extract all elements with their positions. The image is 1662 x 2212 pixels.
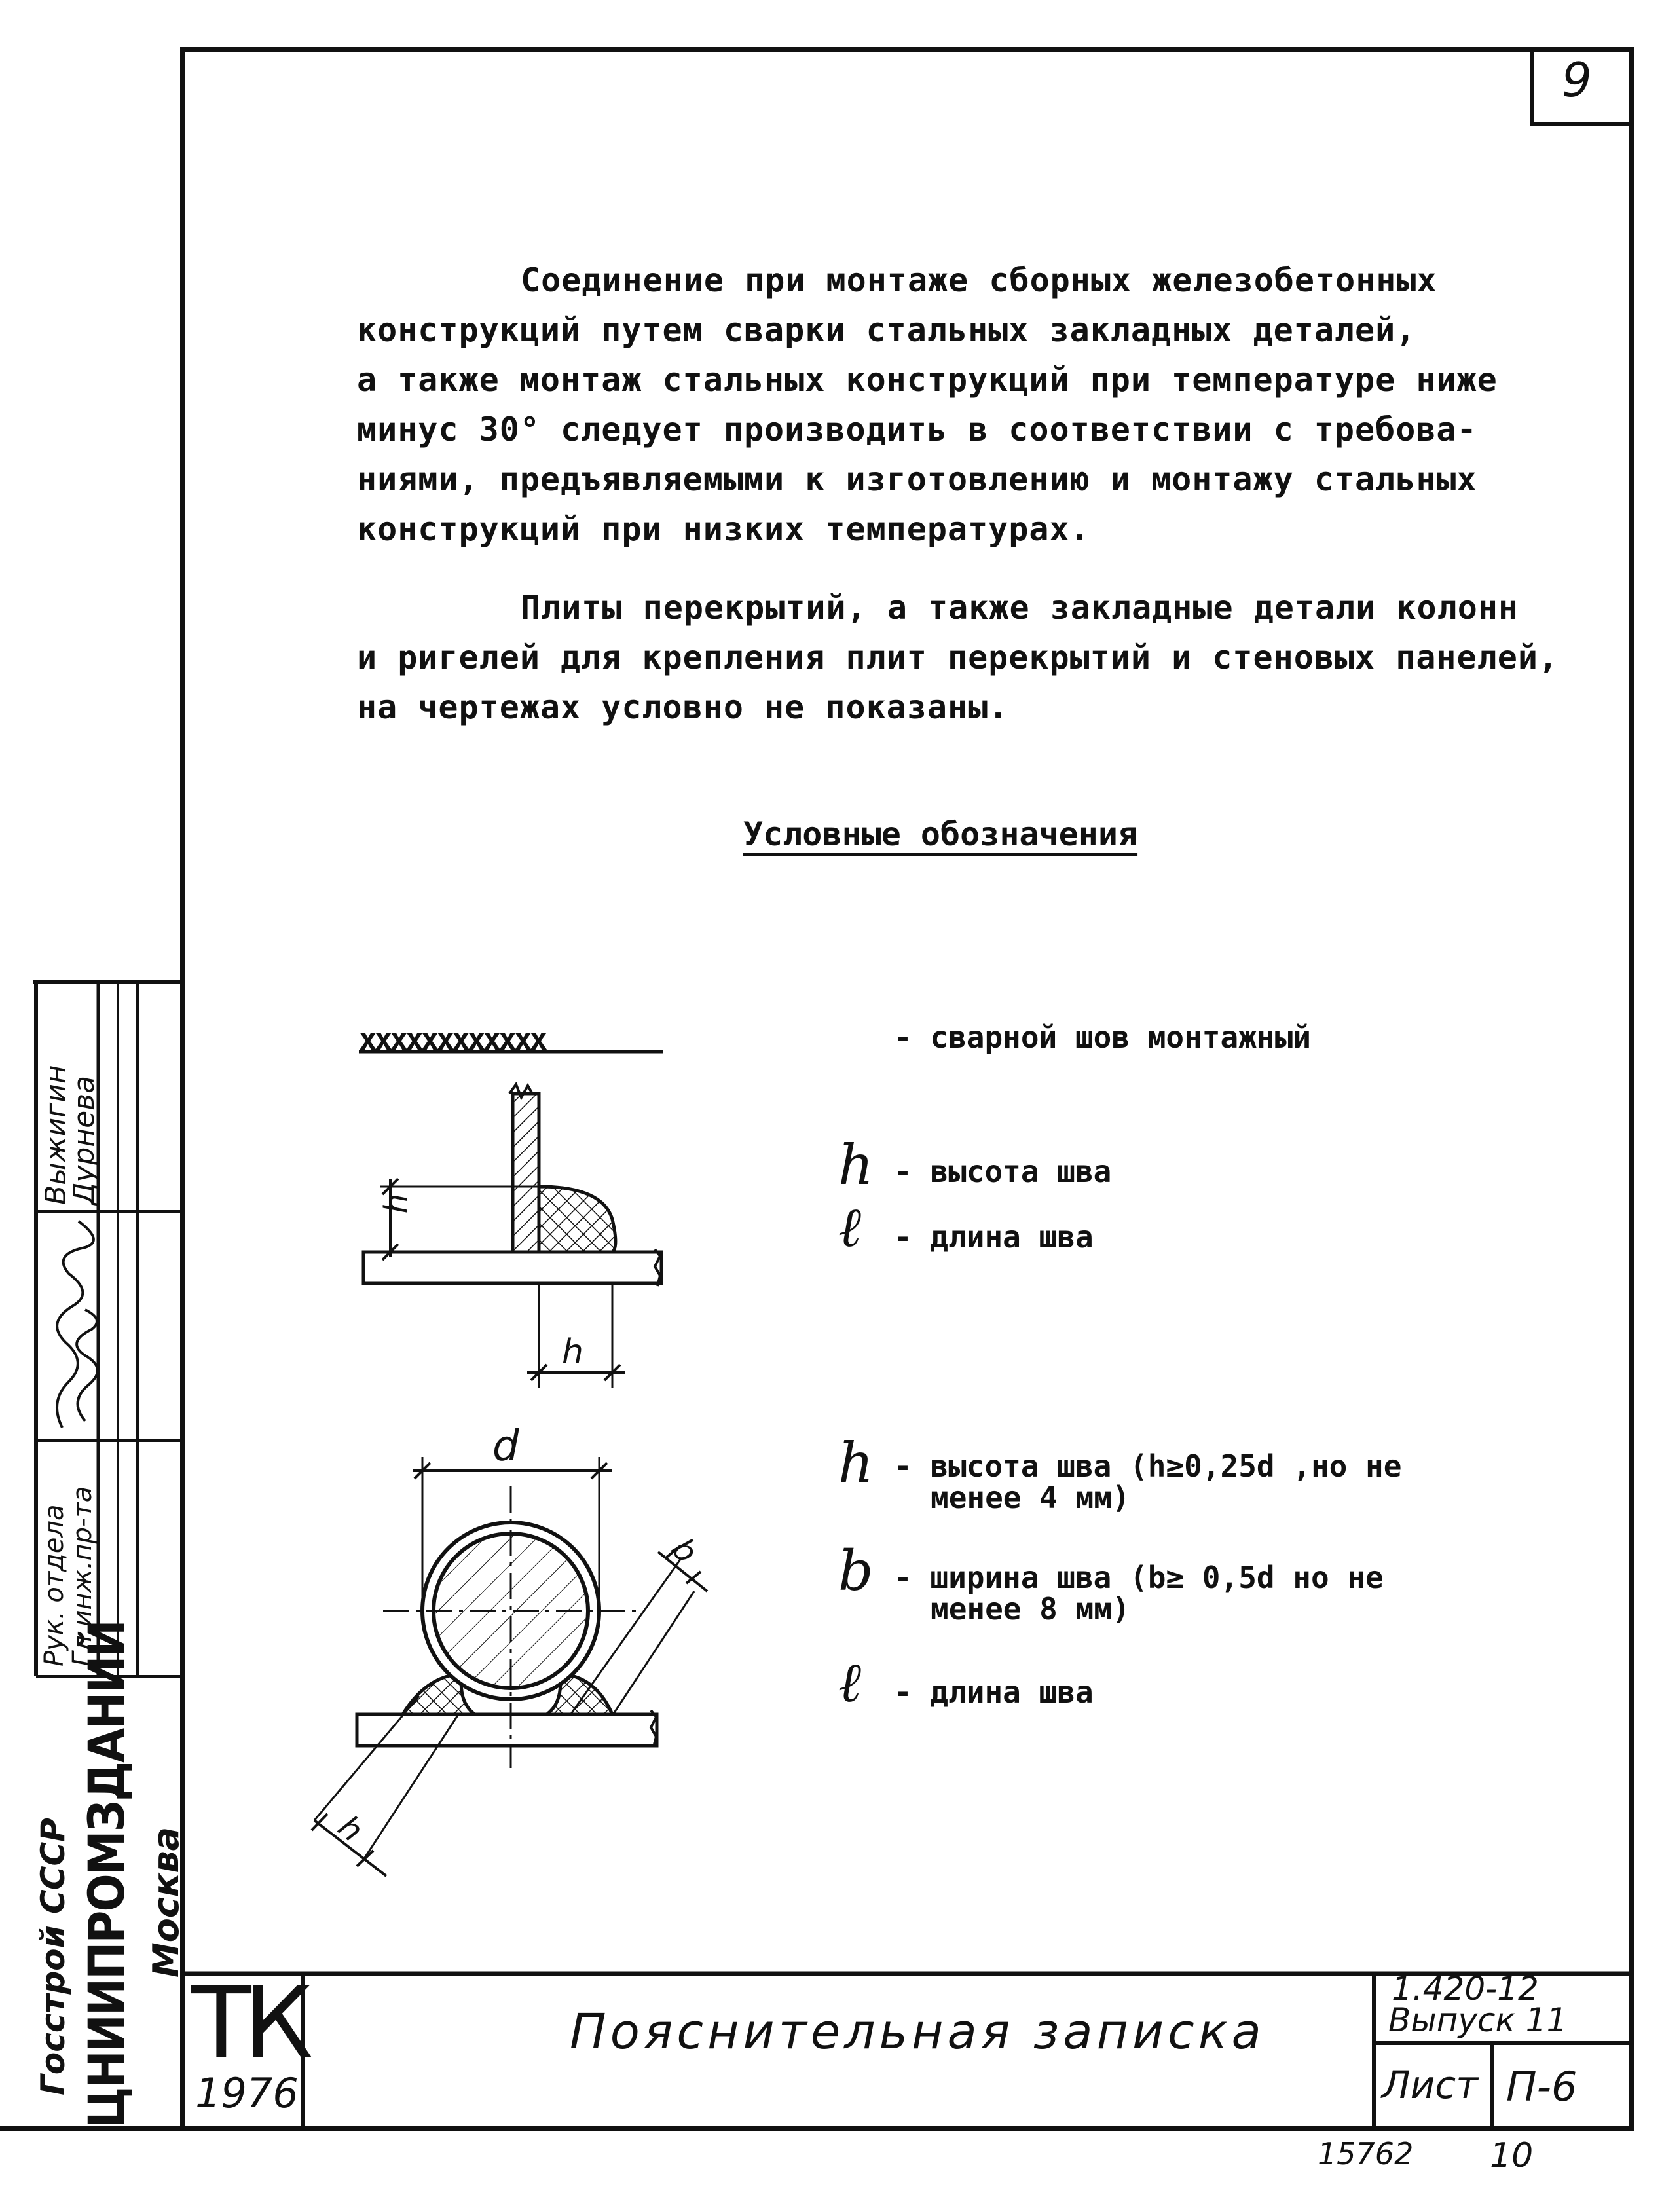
fillet-h-symbol: h xyxy=(838,1133,874,1197)
round-h-symbol: h xyxy=(838,1431,874,1495)
paragraph-2-line: и ригелей для крепления плит перекрытий и стеновых панелей, xyxy=(357,638,1559,676)
side-org-line3: Москва xyxy=(145,1826,187,1978)
inventory-number: 15762 xyxy=(1318,2136,1414,2171)
paragraph-2-line: Плиты перекрытий, а также закладные детали колонн xyxy=(521,589,1519,627)
sheet-number: 9 xyxy=(1562,52,1592,107)
fillet-dim-h-horizontal: h xyxy=(562,1333,583,1372)
round-b-text xyxy=(894,1562,1384,1625)
round-bar-weld-sketch xyxy=(312,1457,707,1876)
round-b-line1: - ширина шва (b≥ 0,5d но не xyxy=(894,1560,1384,1595)
side-org-line2: ЦНИИПРОМЗДАНИЙ xyxy=(77,1621,136,2128)
round-dim-d: d xyxy=(492,1422,519,1471)
fillet-h-text: - высота шва xyxy=(894,1154,1112,1189)
round-b-line2: менее 8 мм) xyxy=(931,1591,1130,1627)
document-issue: Выпуск 11 xyxy=(1388,2001,1568,2039)
sheet-value: П-6 xyxy=(1506,2063,1578,2111)
paragraph-1-line: Соединение при монтаже сборных железобетонных xyxy=(521,261,1437,299)
round-l-symbol: ℓ xyxy=(838,1650,861,1714)
paragraph-1-line: ниями, предъявляемыми к изготовлению и монтажу стальных xyxy=(357,460,1477,498)
sheet-label: Лист xyxy=(1382,2063,1478,2107)
paragraph-1-line: конструкций при низких температурах. xyxy=(357,510,1090,548)
paragraph-2-line: на чертежах условно не показаны. xyxy=(357,688,1009,726)
title-block-year: 1976 xyxy=(195,2069,299,2117)
round-b-symbol: b xyxy=(838,1539,874,1603)
round-l-text: - длина шва xyxy=(894,1674,1094,1710)
round-h-line2: менее 4 мм) xyxy=(931,1480,1130,1515)
round-dim-b: b xyxy=(663,1531,705,1570)
side-role2: Гл.инж.пр-та xyxy=(67,1486,98,1667)
legend-title: Условные обозначения xyxy=(743,815,1138,853)
paragraph-1-line: минус 30° следует производить в соответствии с требова- xyxy=(357,411,1477,449)
round-h-line1: - высота шва (h≥0,25d ,но не xyxy=(894,1448,1402,1484)
paragraph-1-line: а также монтаж стальных конструкций при температуре ниже xyxy=(357,361,1498,399)
document-title: Пояснительная записка xyxy=(570,2004,1265,2060)
side-name2: Дурнева xyxy=(67,1075,101,1205)
fillet-dim-h-vertical: h xyxy=(378,1193,415,1214)
document-code: 1.420-12 xyxy=(1392,1970,1539,2008)
weld-description: - сварной шов монтажный xyxy=(894,1020,1311,1055)
round-dim-h: h xyxy=(331,1808,370,1850)
side-org-line1: Госстрой СССР xyxy=(34,1818,72,2095)
weld-symbol: xxxxxxxxxxxx xyxy=(359,1022,545,1057)
side-role1: Рук. отдела xyxy=(39,1504,69,1667)
paragraph-1-line: конструкций путем сварки стальных закладных деталей, xyxy=(357,311,1416,349)
page-number: 10 xyxy=(1490,2136,1534,2175)
tk-logo: ТК xyxy=(191,1966,306,2080)
round-h-text xyxy=(894,1450,1401,1513)
fillet-l-symbol: ℓ xyxy=(838,1195,861,1259)
side-name1: Выжигин xyxy=(39,1065,73,1205)
fillet-weld-sketch xyxy=(363,1084,661,1388)
fillet-l-text: - длина шва xyxy=(894,1219,1094,1255)
